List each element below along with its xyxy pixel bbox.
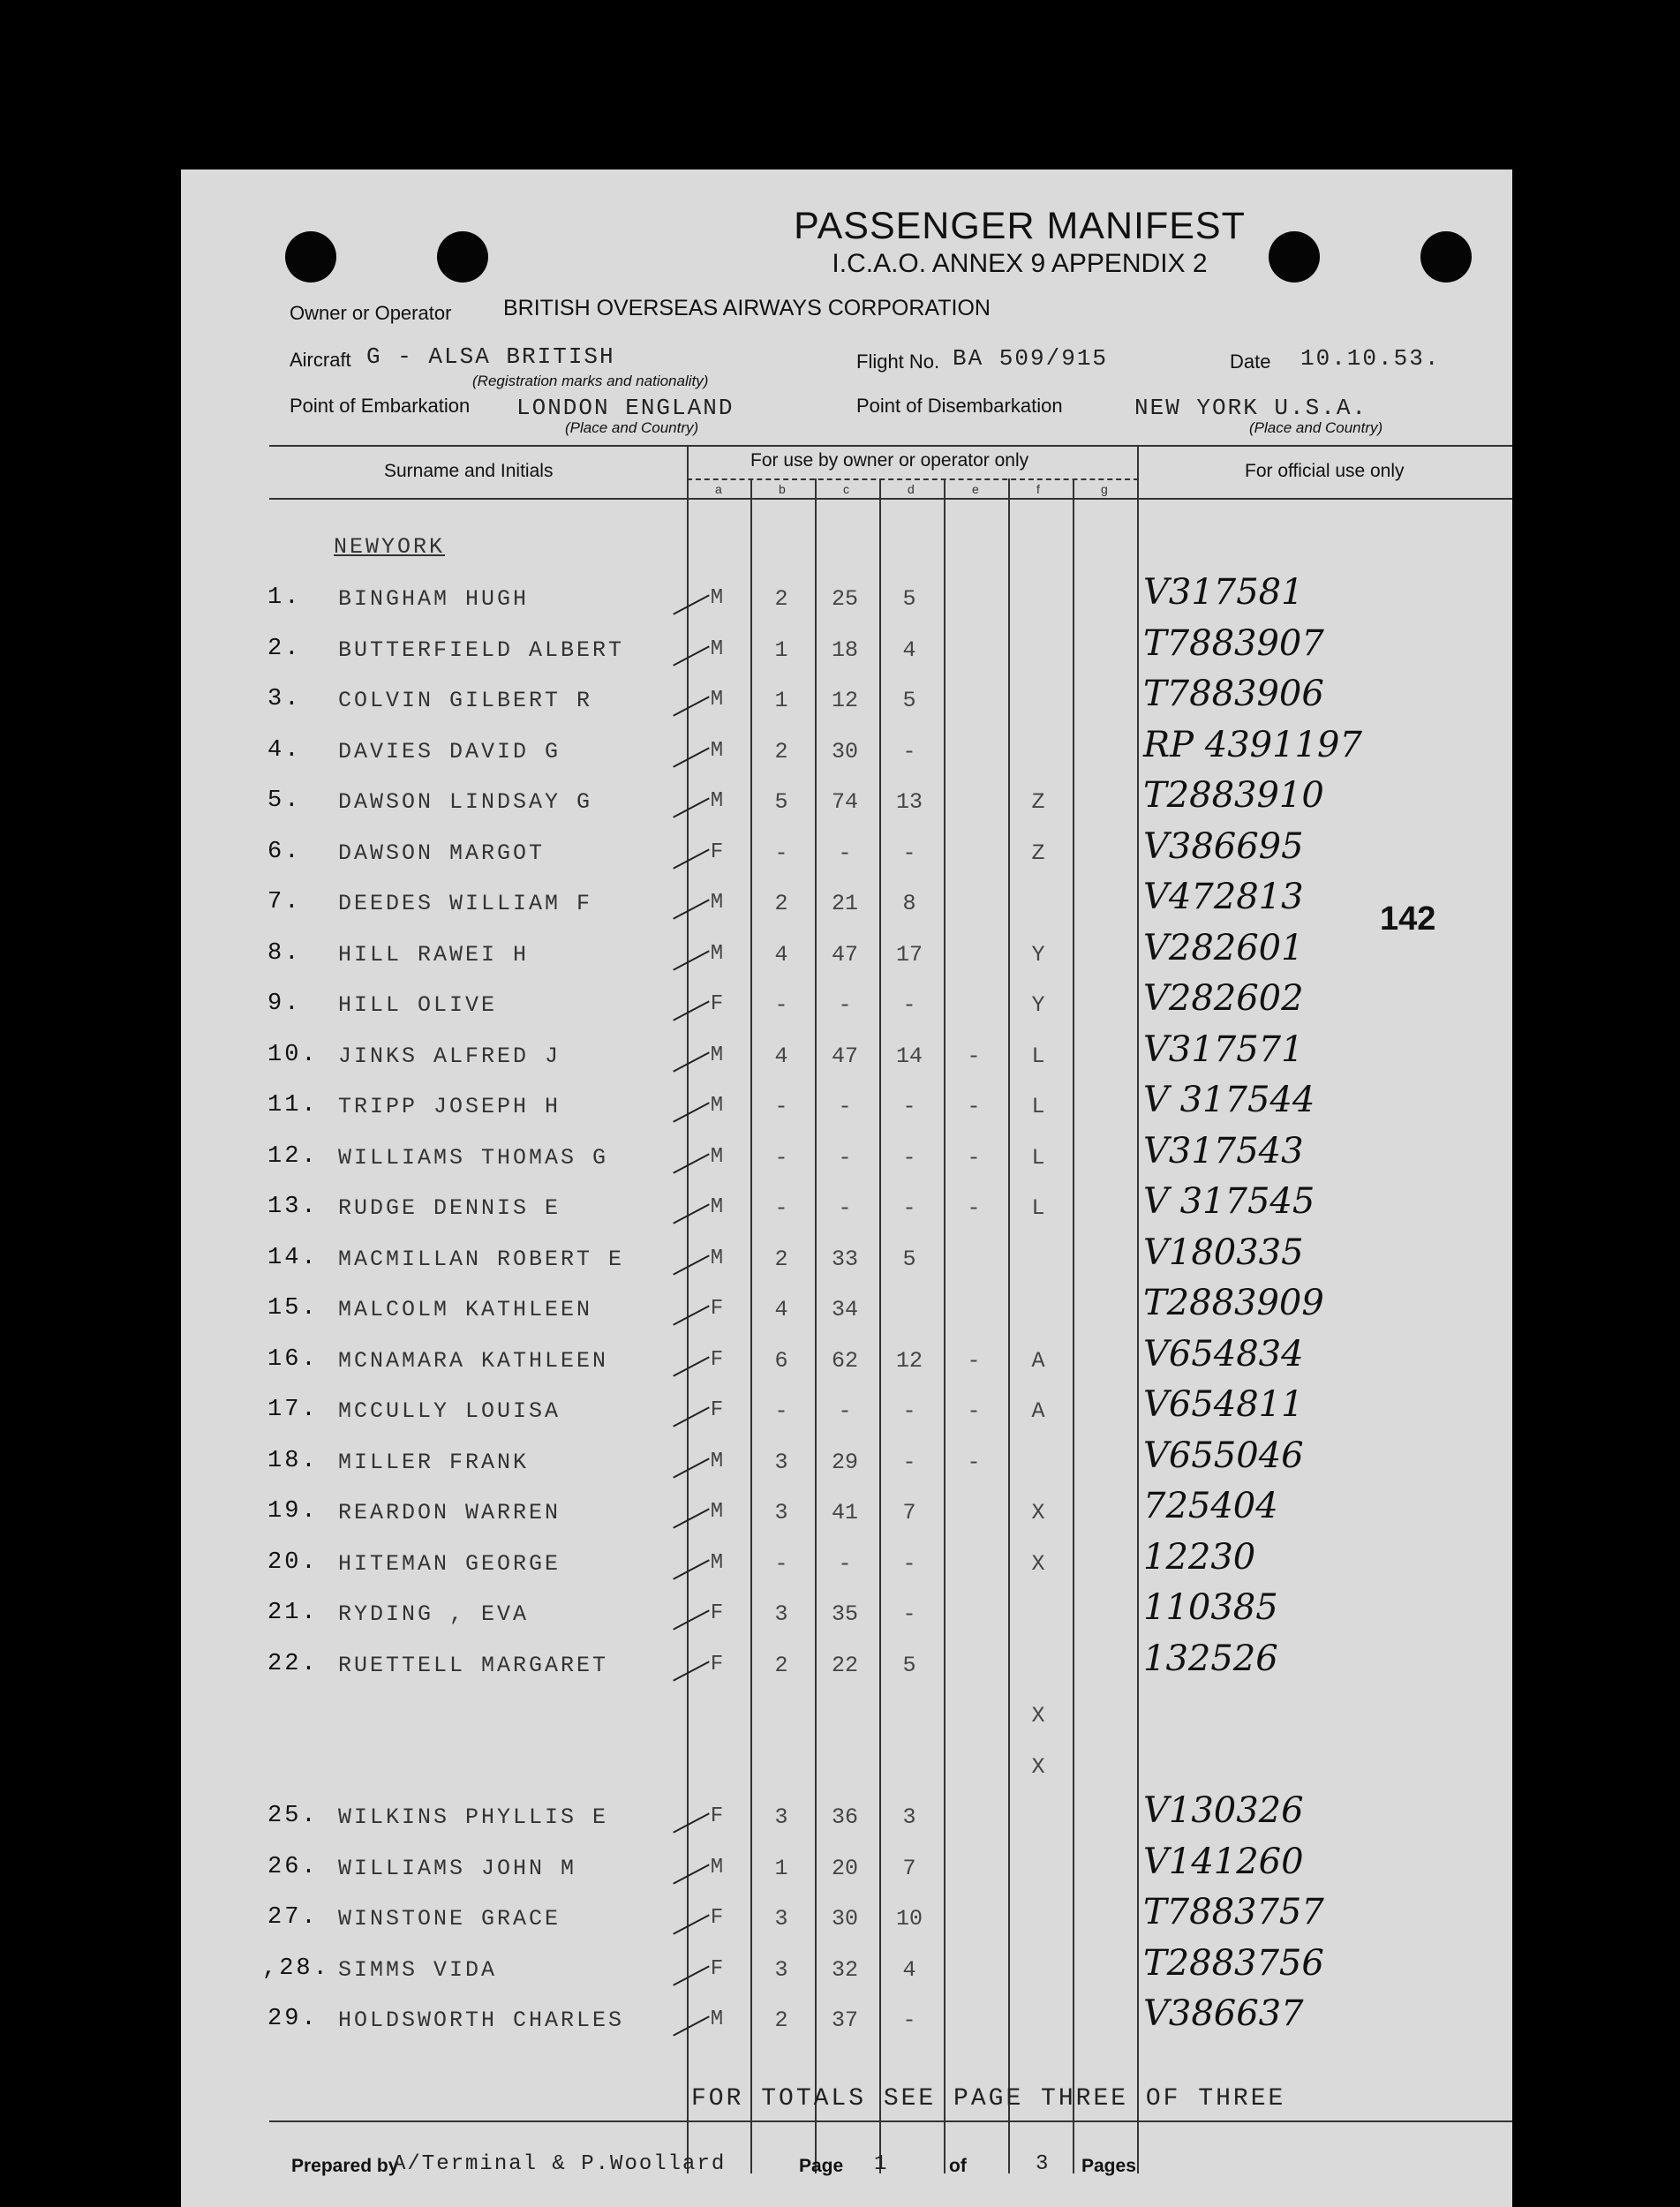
- official-number: V 317545: [1143, 1181, 1315, 1222]
- column-f-value: A: [1031, 1398, 1045, 1424]
- passenger-sex: M: [710, 739, 724, 763]
- passenger-name: HILL OLIVE: [338, 992, 498, 1018]
- official-number: V141260: [1143, 1842, 1304, 1882]
- row-number: 26.: [267, 1854, 319, 1880]
- column-d-value: 4: [902, 1957, 916, 1983]
- column-d-value: 14: [895, 1043, 923, 1069]
- column-d-value: -: [902, 1145, 916, 1171]
- official-number: T7883906: [1143, 674, 1324, 714]
- official-number: V654834: [1143, 1334, 1304, 1375]
- passenger-name: HOLDSWORTH CHARLES: [338, 2007, 625, 2033]
- column-letter-f: f: [1036, 482, 1040, 496]
- row-number: 21.: [267, 1600, 319, 1626]
- section-label: NEWYORK: [334, 534, 446, 560]
- disembarkation-value: NEW YORK U.S.A.: [1134, 395, 1368, 421]
- column-d-value: -: [902, 1195, 916, 1221]
- official-number: V282601: [1143, 928, 1304, 968]
- column-f-value: X: [1031, 1500, 1045, 1525]
- row-number: 2.: [267, 636, 302, 662]
- official-number: 12230: [1143, 1537, 1256, 1578]
- column-c-value: 30: [831, 739, 858, 765]
- official-number: T2883909: [1143, 1283, 1324, 1323]
- column-d-value: 7: [902, 1500, 916, 1525]
- column-b-value: 2: [774, 1653, 788, 1678]
- column-d-value: 5: [902, 1247, 916, 1272]
- column-f-value: L: [1031, 1094, 1045, 1119]
- column-b-value: -: [774, 1094, 788, 1119]
- page-label: Page: [799, 2156, 844, 2176]
- column-c-value: 12: [831, 688, 858, 713]
- column-d-value: 5: [902, 586, 916, 612]
- column-d-value: 3: [902, 1804, 916, 1830]
- footer-rule: [269, 2120, 1512, 2122]
- passenger-name: MALCOLM KATHLEEN: [338, 1297, 593, 1322]
- passenger-sex: M: [710, 1043, 724, 1067]
- column-b-value: -: [774, 1398, 788, 1424]
- of-label: of: [949, 2156, 967, 2176]
- row-number: 11.: [267, 1092, 319, 1119]
- passenger-name: RUDGE DENNIS E: [338, 1195, 561, 1221]
- column-c-value: -: [838, 1398, 852, 1424]
- flight-label: Flight No.: [856, 350, 940, 373]
- embarkation-note: (Place and Country): [565, 419, 699, 436]
- column-c-value: 74: [831, 789, 858, 815]
- letter-row-rule: [687, 478, 1139, 480]
- passenger-sex: M: [710, 2007, 724, 2031]
- official-number: 132526: [1143, 1638, 1278, 1679]
- column-b-value: 5: [774, 789, 788, 815]
- passenger-sex: F: [710, 1906, 724, 1930]
- row-number: 8.: [267, 940, 302, 967]
- passenger-name: WILKINS PHYLLIS E: [338, 1804, 609, 1830]
- column-c-value: 47: [831, 942, 858, 968]
- document-subtitle: I.C.A.O. ANNEX 9 APPENDIX 2: [832, 249, 1208, 278]
- manifest-sheet: [181, 169, 1512, 2207]
- row-number: 29.: [267, 2006, 319, 2032]
- column-divider: [1008, 478, 1010, 2173]
- column-letter-d: d: [908, 482, 915, 496]
- passenger-name: DAWSON MARGOT: [338, 840, 546, 866]
- official-number: V180335: [1143, 1232, 1304, 1273]
- stamp-number: 142: [1380, 900, 1436, 938]
- column-b-value: 2: [774, 891, 788, 916]
- prepared-by-value: A/Terminal & P.Woollard: [393, 2152, 727, 2176]
- passenger-name: MILLER FRANK: [338, 1450, 530, 1475]
- header-bottom-rule: [269, 498, 1512, 500]
- official-number: T2883910: [1143, 775, 1324, 816]
- column-c-value: -: [838, 840, 852, 866]
- column-b-value: 3: [774, 1804, 788, 1830]
- passenger-sex: F: [710, 1348, 724, 1372]
- passenger-name: HITEMAN GEORGE: [338, 1551, 561, 1577]
- official-number: V655046: [1143, 1435, 1304, 1476]
- passenger-sex: F: [710, 840, 724, 864]
- column-c-value: -: [838, 1551, 852, 1577]
- row-number: ,28.: [262, 1955, 330, 1982]
- column-f-value: X: [1031, 1754, 1045, 1780]
- column-e-value: -: [967, 1195, 981, 1221]
- column-c-value: 18: [831, 637, 858, 663]
- official-number: V386695: [1143, 826, 1304, 867]
- passenger-name: DEEDES WILLIAM F: [338, 891, 593, 916]
- passenger-name: BUTTERFIELD ALBERT: [338, 637, 625, 663]
- pages-label: Pages: [1081, 2156, 1136, 2176]
- column-divider: [879, 478, 881, 2173]
- column-e-value: -: [967, 1398, 981, 1424]
- row-number: 22.: [267, 1651, 319, 1677]
- column-divider: [815, 478, 817, 2173]
- passenger-sex: F: [710, 1957, 724, 1981]
- column-c-value: 36: [831, 1804, 858, 1830]
- column-b-value: -: [774, 840, 788, 866]
- passenger-sex: F: [710, 1398, 724, 1422]
- row-number: 12.: [267, 1143, 319, 1170]
- column-f-value: Y: [1031, 992, 1045, 1018]
- row-number: 16.: [267, 1346, 319, 1373]
- passenger-sex: M: [710, 1094, 724, 1118]
- passenger-sex: M: [710, 1195, 724, 1219]
- row-number: 27.: [267, 1904, 319, 1931]
- official-number: T2883756: [1143, 1943, 1324, 1984]
- header-top-rule: [269, 445, 1512, 447]
- official-number: V386637: [1143, 1993, 1304, 2034]
- row-number: 9.: [267, 991, 302, 1017]
- page-value: 1: [874, 2152, 889, 2176]
- passenger-name: WILLIAMS JOHN M: [338, 1856, 577, 1881]
- flight-value: BA 509/915: [953, 345, 1109, 372]
- passenger-name: MACMILLAN ROBERT E: [338, 1247, 625, 1272]
- column-b-value: -: [774, 992, 788, 1018]
- passenger-name: BINGHAM HUGH: [338, 586, 530, 612]
- passenger-sex: M: [710, 1450, 724, 1473]
- row-number: 1.: [267, 584, 302, 611]
- row-number: 4.: [267, 737, 302, 764]
- passenger-name: RUETTELL MARGARET: [338, 1653, 609, 1678]
- owner-value: BRITISH OVERSEAS AIRWAYS CORPORATION: [503, 296, 991, 320]
- column-c-value: 47: [831, 1043, 858, 1069]
- punch-hole: [437, 231, 488, 282]
- embarkation-value: LONDON ENGLAND: [516, 395, 735, 421]
- date-value: 10.10.53.: [1300, 345, 1441, 372]
- column-c-value: 37: [831, 2007, 858, 2033]
- column-e-value: -: [967, 1348, 981, 1374]
- column-divider: [1073, 478, 1074, 2173]
- column-d-value: -: [902, 1094, 916, 1119]
- of-value: 3: [1036, 2152, 1051, 2176]
- column-b-value: 6: [774, 1348, 788, 1374]
- column-b-value: 4: [774, 1043, 788, 1069]
- passenger-name: COLVIN GILBERT R: [338, 688, 593, 713]
- column-c-value: 22: [831, 1653, 858, 1678]
- official-number: V130326: [1143, 1790, 1304, 1831]
- column-c-value: -: [838, 1145, 852, 1171]
- column-c-value: 25: [831, 586, 858, 612]
- column-f-value: L: [1031, 1195, 1045, 1221]
- column-d-value: 12: [895, 1348, 923, 1374]
- official-number: V654811: [1143, 1384, 1304, 1425]
- disembarkation-note: (Place and Country): [1249, 419, 1383, 436]
- column-b-value: 3: [774, 1500, 788, 1525]
- official-number: V282602: [1143, 978, 1304, 1019]
- official-number: 725404: [1143, 1486, 1278, 1526]
- column-f-value: L: [1031, 1145, 1045, 1171]
- column-e-value: -: [967, 1450, 981, 1475]
- column-c-value: -: [838, 992, 852, 1018]
- column-f-value: Z: [1031, 789, 1045, 815]
- aircraft-note: (Registration marks and nationality): [472, 373, 709, 389]
- column-divider: [687, 445, 689, 2173]
- row-number: 25.: [267, 1803, 319, 1829]
- passenger-sex: M: [710, 637, 724, 661]
- passenger-sex: M: [710, 586, 724, 610]
- column-c-value: 21: [831, 891, 858, 916]
- passenger-sex: M: [710, 1551, 724, 1575]
- column-official: For official use only: [1245, 461, 1405, 481]
- row-number: 7.: [267, 889, 302, 915]
- punch-hole: [285, 231, 336, 282]
- column-b-value: 4: [774, 1297, 788, 1322]
- column-d-value: -: [902, 1450, 916, 1475]
- column-c-value: 29: [831, 1450, 858, 1475]
- column-e-value: -: [967, 1145, 981, 1171]
- column-d-value: -: [902, 1398, 916, 1424]
- column-b-value: 2: [774, 2007, 788, 2033]
- column-c-value: 30: [831, 1906, 858, 1932]
- column-d-value: 4: [902, 637, 916, 663]
- column-operator: For use by owner or operator only: [750, 450, 1029, 471]
- passenger-sex: M: [710, 1500, 724, 1524]
- column-divider: [1137, 445, 1139, 2173]
- passenger-name: MCCULLY LOUISA: [338, 1398, 561, 1424]
- column-c-value: 35: [831, 1601, 858, 1627]
- passenger-sex: M: [710, 789, 724, 813]
- passenger-sex: M: [710, 1856, 724, 1879]
- column-c-value: 20: [831, 1856, 858, 1881]
- column-d-value: 17: [895, 942, 923, 968]
- passenger-sex: M: [710, 1145, 724, 1169]
- passenger-sex: F: [710, 1297, 724, 1321]
- column-f-value: Z: [1031, 840, 1045, 866]
- passenger-name: HILL RAWEI H: [338, 942, 530, 968]
- row-number: 19.: [267, 1498, 319, 1525]
- column-b-value: 1: [774, 688, 788, 713]
- column-b-value: 2: [774, 739, 788, 765]
- official-number: V317543: [1143, 1131, 1304, 1171]
- column-c-value: -: [838, 1094, 852, 1119]
- column-b-value: -: [774, 1551, 788, 1577]
- column-letter-g: g: [1101, 482, 1108, 496]
- aircraft-label: Aircraft: [290, 349, 351, 371]
- passenger-name: DAVIES DAVID G: [338, 739, 561, 765]
- column-letter-b: b: [779, 482, 786, 496]
- passenger-name: REARDON WARREN: [338, 1500, 561, 1525]
- row-number: 10.: [267, 1042, 319, 1068]
- row-number: 3.: [267, 686, 302, 712]
- official-number: V 317544: [1143, 1080, 1315, 1120]
- column-c-value: 41: [831, 1500, 858, 1525]
- row-number: 18.: [267, 1448, 319, 1474]
- column-d-value: -: [902, 1601, 916, 1627]
- passenger-name: JINKS ALFRED J: [338, 1043, 561, 1069]
- column-c-value: 33: [831, 1247, 858, 1272]
- disembarkation-label: Point of Disembarkation: [856, 395, 1063, 417]
- row-number: 13.: [267, 1194, 319, 1220]
- column-f-value: A: [1031, 1348, 1045, 1374]
- column-b-value: -: [774, 1195, 788, 1221]
- column-b-value: 3: [774, 1957, 788, 1983]
- official-number: T7883757: [1143, 1892, 1324, 1932]
- column-f-value: X: [1031, 1703, 1045, 1729]
- column-c-value: 34: [831, 1297, 858, 1322]
- official-number: V317581: [1143, 572, 1304, 613]
- passenger-name: SIMMS VIDA: [338, 1957, 498, 1983]
- passenger-sex: M: [710, 688, 724, 712]
- official-number: T7883907: [1143, 623, 1324, 664]
- official-number: V317571: [1143, 1029, 1304, 1070]
- column-e-value: -: [967, 1094, 981, 1119]
- row-number: 5.: [267, 787, 302, 814]
- totals-note: FOR TOTALS SEE PAGE THREE OF THREE: [691, 2085, 1286, 2113]
- date-label: Date: [1230, 350, 1271, 373]
- passenger-name: WILLIAMS THOMAS G: [338, 1145, 609, 1171]
- column-surname: Surname and Initials: [384, 461, 554, 481]
- column-d-value: -: [902, 840, 916, 866]
- column-b-value: 2: [774, 1247, 788, 1272]
- column-divider: [944, 478, 945, 2173]
- passenger-name: TRIPP JOSEPH H: [338, 1094, 561, 1119]
- column-d-value: 7: [902, 1856, 916, 1881]
- column-d-value: 13: [895, 789, 923, 815]
- document-title: PASSENGER MANIFEST: [794, 205, 1246, 247]
- column-d-value: -: [902, 739, 916, 765]
- column-c-value: -: [838, 1195, 852, 1221]
- official-number: RP 4391197: [1143, 725, 1362, 765]
- column-b-value: -: [774, 1145, 788, 1171]
- column-d-value: -: [902, 992, 916, 1018]
- official-number: 110385: [1143, 1587, 1278, 1628]
- official-number: V472813: [1143, 877, 1304, 917]
- column-letter-e: e: [972, 482, 979, 496]
- passenger-sex: F: [710, 1804, 724, 1828]
- column-letter-c: c: [843, 482, 849, 496]
- column-d-value: 5: [902, 1653, 916, 1678]
- column-f-value: X: [1031, 1551, 1045, 1577]
- passenger-name: MCNAMARA KATHLEEN: [338, 1348, 609, 1374]
- passenger-name: WINSTONE GRACE: [338, 1906, 561, 1932]
- column-d-value: -: [902, 2007, 916, 2033]
- column-divider: [750, 478, 752, 2173]
- column-b-value: 4: [774, 942, 788, 968]
- column-b-value: 3: [774, 1601, 788, 1627]
- passenger-sex: M: [710, 942, 724, 966]
- row-number: 15.: [267, 1295, 319, 1322]
- passenger-sex: M: [710, 1247, 724, 1270]
- owner-label: Owner or Operator: [290, 302, 452, 324]
- column-e-value: -: [967, 1043, 981, 1069]
- row-number: 14.: [267, 1245, 319, 1271]
- column-c-value: 62: [831, 1348, 858, 1374]
- row-number: 20.: [267, 1549, 319, 1576]
- column-c-value: 32: [831, 1957, 858, 1983]
- column-b-value: 1: [774, 1856, 788, 1881]
- column-b-value: 3: [774, 1906, 788, 1932]
- punch-hole: [1420, 231, 1472, 282]
- passenger-name: DAWSON LINDSAY G: [338, 789, 593, 815]
- row-number: 17.: [267, 1397, 319, 1423]
- column-b-value: 1: [774, 637, 788, 663]
- column-f-value: L: [1031, 1043, 1045, 1069]
- column-d-value: 10: [895, 1906, 923, 1932]
- row-number: 6.: [267, 839, 302, 865]
- embarkation-label: Point of Embarkation: [290, 395, 471, 417]
- column-d-value: 8: [902, 891, 916, 916]
- aircraft-value: G - ALSA BRITISH: [366, 343, 615, 370]
- passenger-sex: M: [710, 891, 724, 915]
- column-b-value: 2: [774, 586, 788, 612]
- column-b-value: 3: [774, 1450, 788, 1475]
- passenger-sex: F: [710, 992, 724, 1016]
- column-letter-a: a: [715, 482, 722, 496]
- prepared-by-label: Prepared by: [291, 2156, 399, 2176]
- column-f-value: Y: [1031, 942, 1045, 968]
- passenger-name: RYDING , EVA: [338, 1601, 530, 1627]
- column-d-value: 5: [902, 688, 916, 713]
- column-d-value: -: [902, 1551, 916, 1577]
- passenger-sex: F: [710, 1601, 724, 1625]
- passenger-sex: F: [710, 1653, 724, 1676]
